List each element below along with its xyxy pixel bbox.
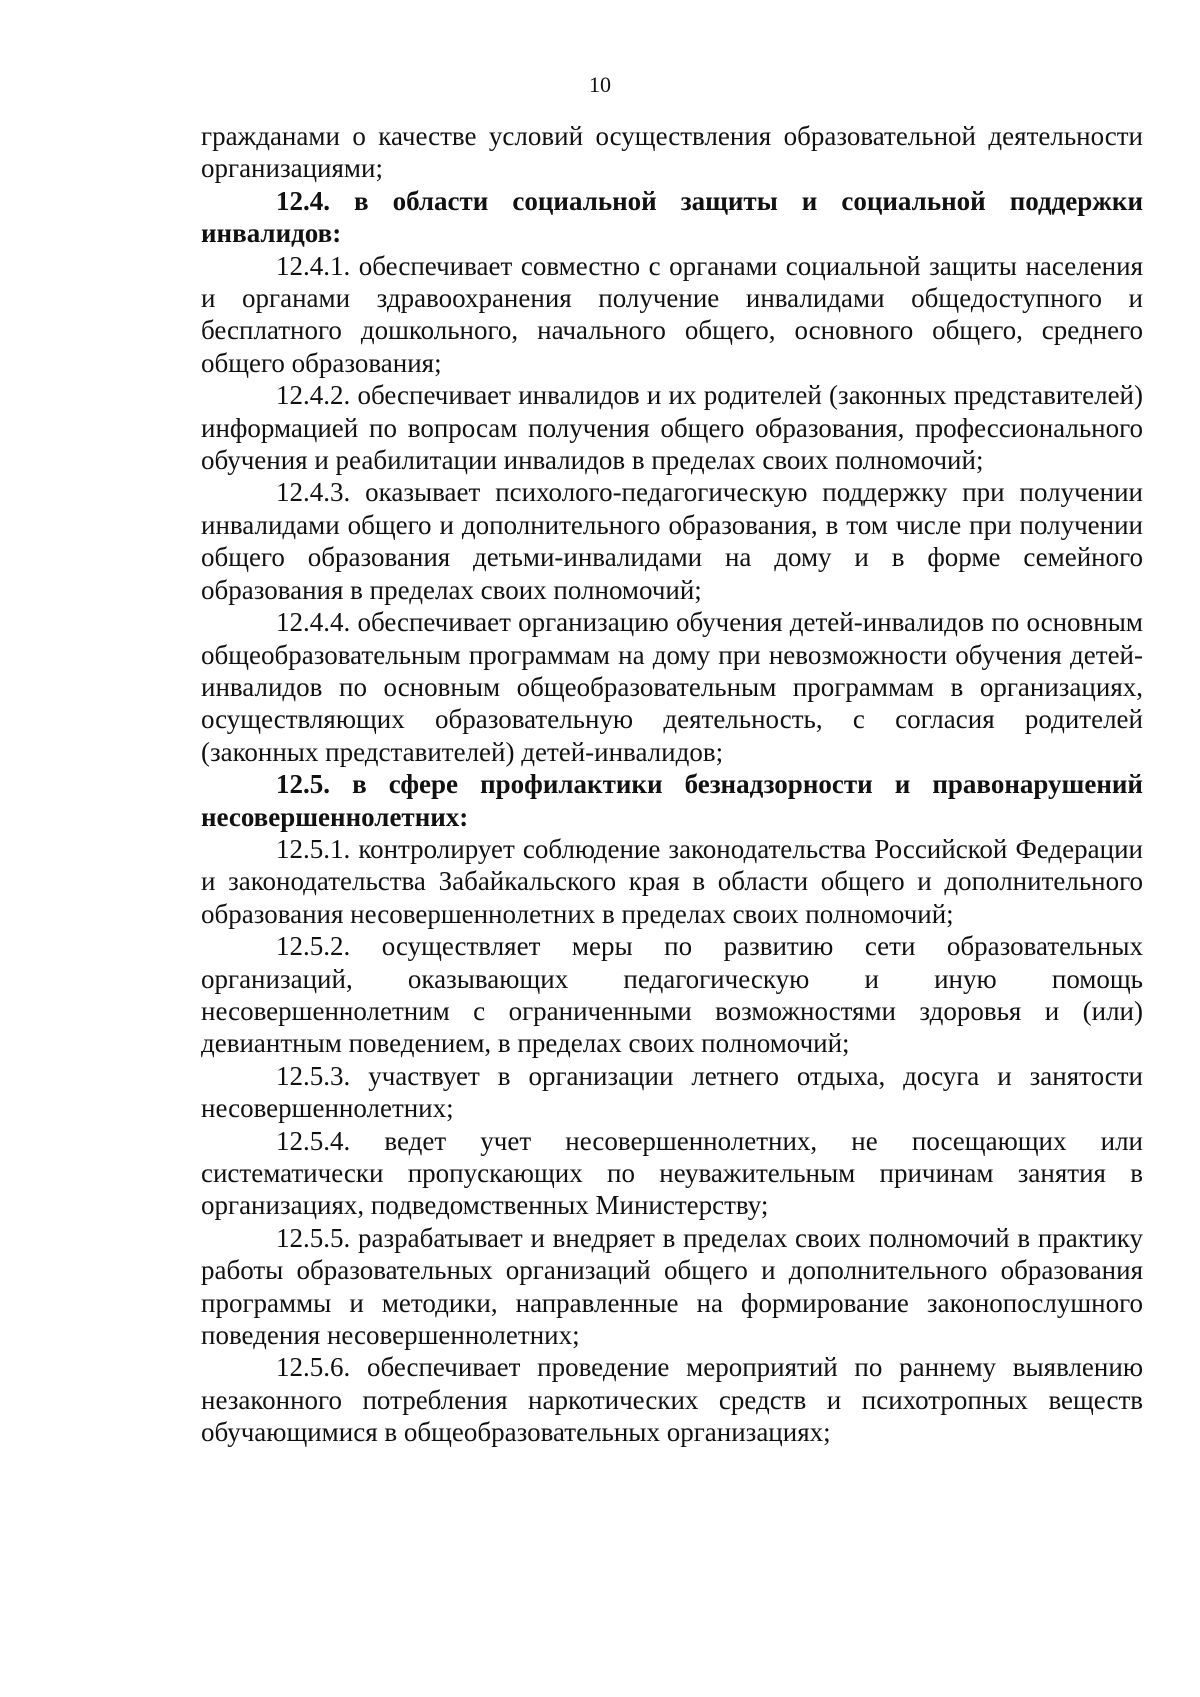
- item-12-4-4: 12.4.4. обеспечивает организацию обучения детей-инвалидов по основным общеобразовательным программам на дому при невозможности обучения детей-инвалидов по основным общеобразовательным программам в организациях, осуществляющих образовательную деятельность, с согласия родителей (законных представителей) детей-инвалидов;: [201, 607, 1143, 767]
- paragraph-continuation: гражданами о качестве условий осуществления образовательной деятельности организациями;: [201, 121, 1143, 184]
- item-12-5-3: 12.5.3. участвует в организации летнего отдыха, досуга и занятости несовершеннолетних;: [201, 1060, 1143, 1124]
- item-12-4-1: 12.4.1. обеспечивает совместно с органами социальной защиты населения и органами здравоохранения получение инвалидами общедоступного и бесплатного дошкольного, начального общего, основного общего, среднего общего образования;: [201, 250, 1143, 378]
- document-body: [201, 120, 1143, 1449]
- item-12-4-2: 12.4.2. обеспечивает инвалидов и их родителей (законных представителей) информацией по вопросам получения общего образования, профессионального обучения и реабилитации инвалидов в пределах своих полномочий;: [201, 380, 1143, 476]
- item-12-4-3: 12.4.3. оказывает психолого-педагогическую поддержку при получении инвалидами общего и дополнительного образования, в том числе при получении общего образования детьми-инвалидами на дому и в форме семейного образования в пределах своих полномочий;: [201, 477, 1143, 605]
- page-number: 10: [589, 72, 611, 97]
- item-12-5-6: 12.5.6. обеспечивает проведение мероприятий по раннему выявлению незаконного потребления наркотических средств и психотропных веществ обучающимися в общеобразовательных организациях;: [201, 1352, 1143, 1448]
- item-12-5-1: 12.5.1. контролирует соблюдение законодательства Российской Федерации и законодательства Забайкальского края в области общего и дополнительного образования несовершеннолетних в пределах своих полномочий;: [201, 833, 1143, 929]
- item-12-5-2: 12.5.2. осуществляет меры по развитию сети образовательных организаций, оказывающих педагогическую и иную помощь несовершеннолетним с ограниченными возможностями здоровья и (или) девиантным поведением, в пределах своих полномочий;: [201, 931, 1143, 1059]
- item-12-5-5: 12.5.5. разрабатывает и внедряет в пределах своих полномочий в практику работы образовательных организаций общего и дополнительного образования программы и методики, направленные на формирование законопослушного поведения несовершеннолетних;: [201, 1222, 1143, 1351]
- section-heading-12-5: 12.5. в сфере профилактики безнадзорности и правонарушений несовершеннолетних:: [201, 769, 1143, 832]
- item-12-5-4: 12.5.4. ведет учет несовершеннолетних, не посещающих или систематически пропускающих по неуважительным причинам занятия в организациях, подведомственных Министерству;: [201, 1125, 1143, 1221]
- section-heading-12-4: 12.4. в области социальной защиты и социальной поддержки инвалидов:: [201, 185, 1143, 249]
